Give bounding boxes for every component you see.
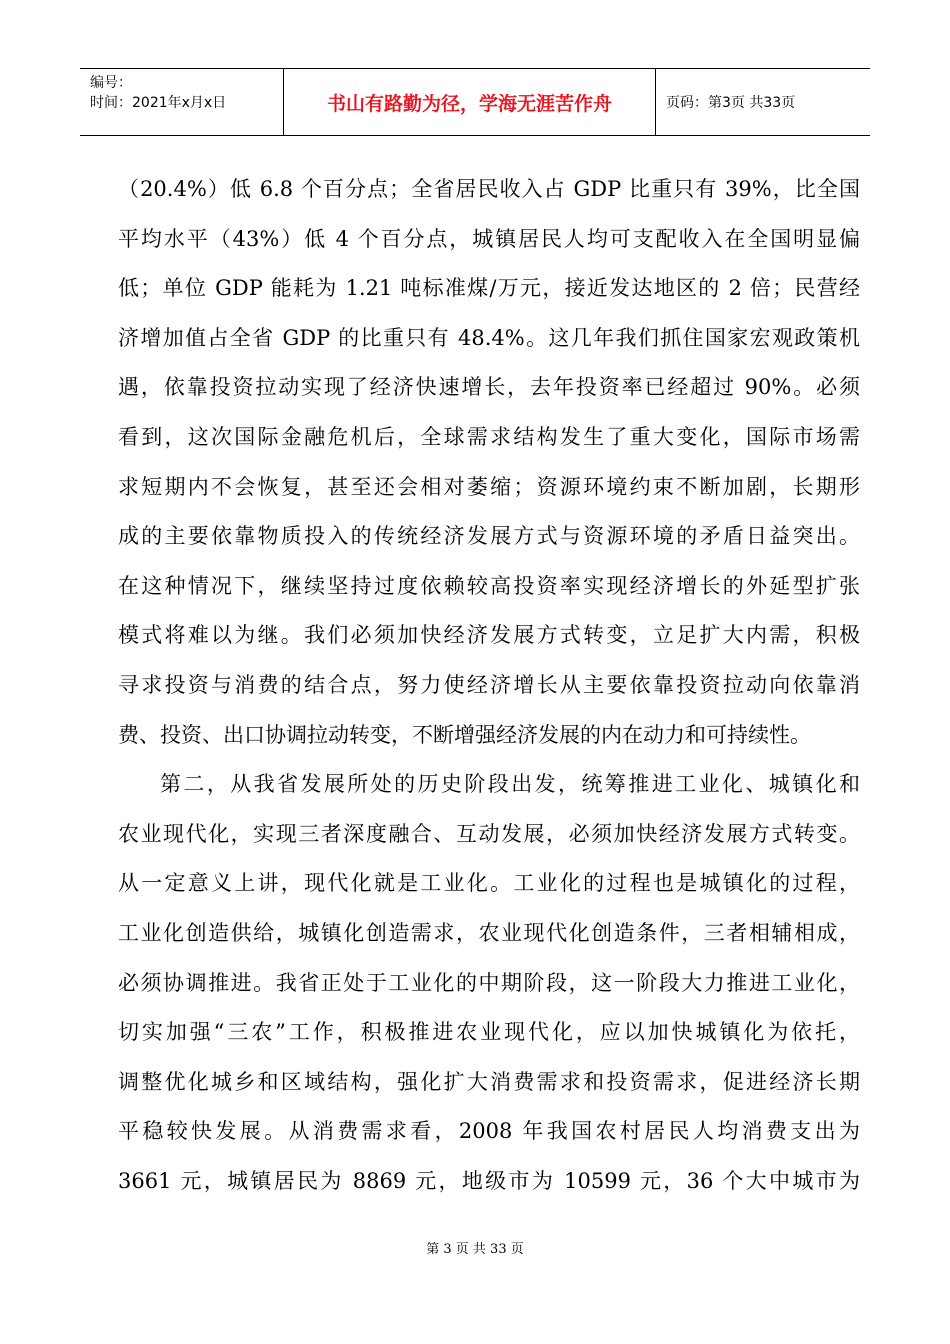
body-line: 切实加强“三农”工作，积极推进农业现代化，应以加快城镇化为依托，	[118, 1020, 860, 1045]
body-line: 第二，从我省发展所处的历史阶段出发，统筹推进工业化、城镇化和	[160, 772, 860, 797]
page-footer: 第 3 页 共 33 页	[426, 1242, 524, 1257]
page-header	[80, 68, 870, 136]
body-line: 成的主要依靠物质投入的传统经济发展方式与资源环境的矛盾日益突出。	[118, 524, 860, 549]
header-motto: 书山有路勤为径，学海无涯苦作舟	[284, 69, 656, 135]
body-line: 寻求投资与消费的结合点，努力使经济增长从主要依靠投资拉动向依靠消	[118, 672, 860, 697]
body-line: 从一定意义上讲，现代化就是工业化。工业化的过程也是城镇化的过程，	[118, 871, 860, 896]
document-number-label: 编号：	[90, 75, 132, 91]
body-line: 求短期内不会恢复，甚至还会相对萎缩；资源环境约束不断加剧，长期形	[118, 474, 860, 499]
body-line: 在这种情况下，继续坚持过度依赖较高投资率实现经济增长的外延型扩张	[118, 573, 860, 598]
document-time-label: 时间：2021年x月x日	[90, 95, 227, 111]
body-line: 遇，依靠投资拉动实现了经济快速增长，去年投资率已经超过 90%。必须	[118, 375, 860, 400]
body-line: 模式将难以为继。我们必须加快经济发展方式转变，立足扩大内需，积极	[118, 623, 860, 648]
body-line: 济增加值占全省 GDP 的比重只有 48.4%。这几年我们抓住国家宏观政策机	[118, 325, 860, 350]
header-page-number: 页码：第3页 共33页	[666, 95, 796, 111]
body-line: 平稳较快发展。从消费需求看，2008 年我国农村居民人均消费支出为	[118, 1119, 860, 1144]
body-line: （20.4%）低 6.8 个百分点；全省居民收入占 GDP 比重只有 39%，比全国	[118, 177, 860, 201]
body-line: 调整优化城乡和区域结构，强化扩大消费需求和投资需求，促进经济长期	[118, 1069, 860, 1094]
body-line: 必须协调推进。我省正处于工业化的中期阶段，这一阶段大力推进工业化，	[118, 970, 860, 995]
body-line: 平均水平（43%）低 4 个百分点，城镇居民人均可支配收入在全国明显偏	[118, 226, 860, 251]
body-line: 看到，这次国际金融危机后，全球需求结构发生了重大变化，国际市场需	[118, 424, 860, 449]
body-line: 工业化创造供给，城镇化创造需求，农业现代化创造条件，三者相辅相成，	[118, 920, 860, 945]
header-meta	[80, 69, 284, 135]
document-body	[118, 165, 860, 1206]
body-line: 费、投资、出口协调拉动转变，不断增强经济发展的内在动力和可持续性。	[118, 722, 811, 747]
body-line: 低；单位 GDP 能耗为 1.21 吨标准煤/万元，接近发达地区的 2 倍；民营经	[118, 276, 860, 301]
body-line: 3661 元，城镇居民为 8869 元，地级市为 10599 元，36 个大中城市为	[118, 1168, 860, 1193]
body-line: 农业现代化，实现三者深度融合、互动发展，必须加快经济发展方式转变。	[118, 821, 860, 846]
